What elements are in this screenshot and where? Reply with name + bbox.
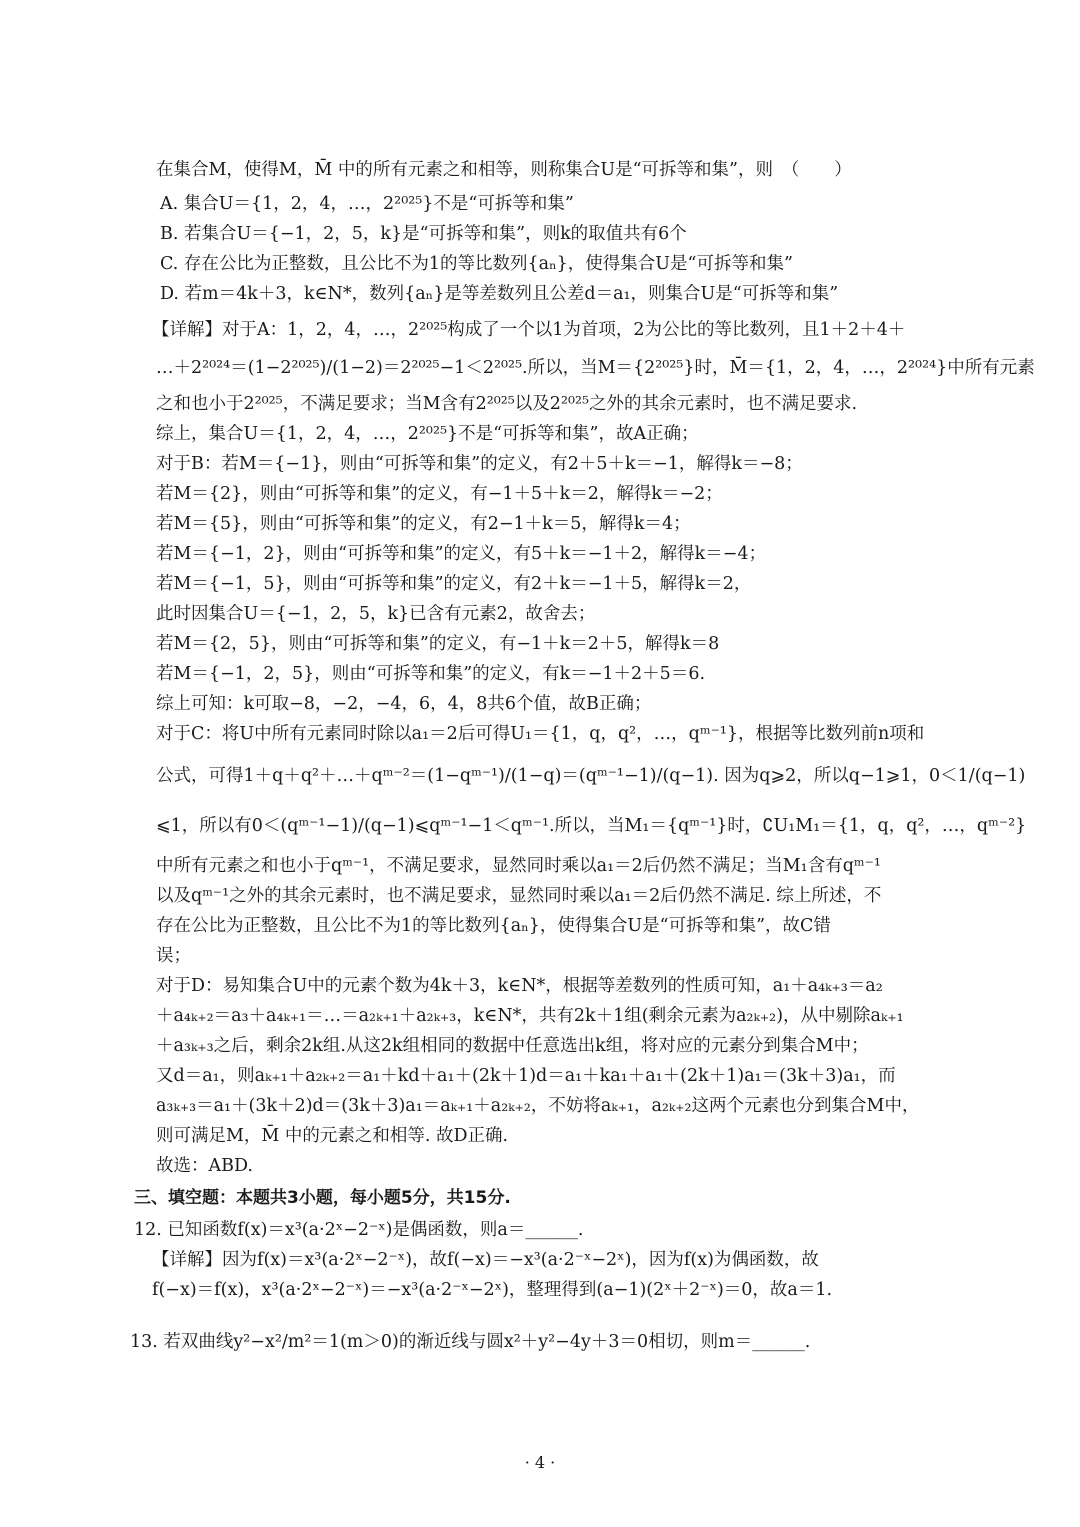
option-c: C. 存在公比为正整数，且公比不为1的等比数列{aₙ}，使得集合U是“可拆等和集” bbox=[160, 254, 793, 274]
option-d: D. 若m＝4k＋3，k∈N*，数列{aₙ}是等差数列且公差d＝a₁，则集合U是“可拆等和集” bbox=[160, 284, 839, 304]
solution-line: 对于B：若M＝{−1}，则由“可拆等和集”的定义，有2＋5＋k＝−1，解得k＝−8； bbox=[156, 454, 803, 474]
solution-line: 【详解】对于A：1，2，4，…，2²⁰²⁵构成了一个以1为首项，2为公比的等比数列，且1＋2＋4＋ bbox=[152, 320, 906, 340]
solution-line: 对于D：易知集合U中的元素个数为4k＋3，k∈N*，根据等差数列的性质可知，a₁＋a₄ₖ₊₃＝a₂ bbox=[156, 976, 883, 996]
solution-line: …＋2²⁰²⁴＝(1−2²⁰²⁵)/(1−2)＝2²⁰²⁵−1＜2²⁰²⁵.所以，当M＝{2²⁰²⁵}时，M̄＝{1，2，4，…，2²⁰²⁴}中所有元素 bbox=[156, 358, 1035, 378]
question-12-solution: 【详解】因为f(x)＝x³(a·2ˣ−2⁻ˣ)，故f(−x)＝−x³(a·2⁻ˣ−2ˣ)，因为f(x)为偶函数，故 bbox=[152, 1250, 819, 1270]
solution-line: 之和也小于2²⁰²⁵，不满足要求；当M含有2²⁰²⁵以及2²⁰²⁵之外的其余元素时，也不满足要求. bbox=[156, 394, 858, 414]
solution-line: 综上可知：k可取−8，−2，−4，6，4，8共6个值，故B正确； bbox=[156, 694, 652, 714]
option-b: B. 若集合U＝{−1，2，5，k}是“可拆等和集”，则k的取值共有6个 bbox=[160, 224, 687, 244]
solution-line: 若M＝{−1，2}，则由“可拆等和集”的定义，有5＋k＝−1＋2，解得k＝−4； bbox=[156, 544, 767, 564]
solution-line: ⩽1，所以有0＜(qᵐ⁻¹−1)/(q−1)⩽qᵐ⁻¹−1＜qᵐ⁻¹.所以，当M₁＝{qᵐ⁻¹}时，∁U₁M₁＝{1，q，q²，…，qᵐ⁻²} bbox=[156, 816, 1027, 836]
solution-line: 误； bbox=[156, 946, 191, 966]
solution-line: 对于C：将U中所有元素同时除以a₁＝2后可得U₁＝{1，q，q²，…，qᵐ⁻¹}，根据等比数列前n项和 bbox=[156, 724, 925, 744]
solution-line: 中所有元素之和也小于qᵐ⁻¹，不满足要求，显然同时乘以a₁＝2后仍然不满足；当M₁含有qᵐ⁻¹ bbox=[156, 856, 881, 876]
solution-line: 若M＝{−1，2，5}，则由“可拆等和集”的定义，有k＝−1＋2＋5＝6. bbox=[156, 664, 706, 684]
option-a: A. 集合U＝{1，2，4，…，2²⁰²⁵}不是“可拆等和集” bbox=[160, 194, 574, 214]
solution-line: 则可满足M，M̄ 中的元素之和相等. 故D正确. bbox=[156, 1126, 509, 1146]
solution-line: 若M＝{−1，5}，则由“可拆等和集”的定义，有2＋k＝−1＋5，解得k＝2， bbox=[156, 574, 752, 594]
solution-line: 若M＝{2}，则由“可拆等和集”的定义，有−1＋5＋k＝2，解得k＝−2； bbox=[156, 484, 723, 504]
solution-line: 若M＝{2，5}，则由“可拆等和集”的定义，有−1＋k＝2＋5，解得k＝8 bbox=[156, 634, 720, 654]
solution-line: 若M＝{5}，则由“可拆等和集”的定义，有2−1＋k＝5，解得k＝4； bbox=[156, 514, 691, 534]
solution-line: ＋a₄ₖ₊₂＝a₃＋a₄ₖ₊₁＝…＝a₂ₖ₊₁＋a₂ₖ₊₃，k∈N*，共有2k＋1组(剩余元素为a₂ₖ₊₂)，从中剔除aₖ₊₁ bbox=[156, 1006, 904, 1026]
section-heading-fill-in: 三、填空题：本题共3小题，每小题5分，共15分. bbox=[134, 1188, 511, 1208]
solution-line: ＋a₃ₖ₊₃之后，剩余2k组.从这2k组相同的数据中任意选出k组，将对应的元素分到集合M中； bbox=[156, 1036, 869, 1056]
solution-line: 此时因集合U＝{−1，2，5，k}已含有元素2，故舍去； bbox=[156, 604, 596, 624]
page-number: · 4 · bbox=[524, 1453, 556, 1472]
solution-line: 公式，可得1＋q＋q²＋…＋qᵐ⁻²＝(1−qᵐ⁻¹)/(1−q)＝(qᵐ⁻¹−1)/(q−1). 因为q⩾2，所以q−1⩾1，0＜1/(q−1) bbox=[156, 766, 1026, 786]
solution-line: 又d＝a₁，则aₖ₊₁＋a₂ₖ₊₂＝a₁＋kd＋a₁＋(2k＋1)d＝a₁＋ka₁＋a₁＋(2k＋1)a₁＝(3k＋3)a₁，而 bbox=[156, 1066, 896, 1086]
solution-answer: 故选：ABD. bbox=[156, 1156, 253, 1176]
question-13: 13. 若双曲线y²−x²/m²＝1(m＞0)的渐近线与圆x²＋y²−4y＋3＝0相切，则m＝______. bbox=[130, 1332, 811, 1352]
solution-line: 综上，集合U＝{1，2，4，…，2²⁰²⁵}不是“可拆等和集”，故A正确； bbox=[156, 424, 699, 444]
solution-line: 存在公比为正整数，且公比不为1的等比数列{aₙ}，使得集合U是“可拆等和集”，故C错 bbox=[156, 916, 831, 936]
question-11-stem-continued: 在集合M，使得M，M̄ 中的所有元素之和相等，则称集合U是“可拆等和集”，则 （ ） bbox=[156, 160, 852, 180]
solution-line: 以及qᵐ⁻¹之外的其余元素时，也不满足要求，显然同时乘以a₁＝2后仍然不满足. 综上所述，不 bbox=[156, 886, 882, 906]
question-12-solution: f(−x)＝f(x)，x³(a·2ˣ−2⁻ˣ)＝−x³(a·2⁻ˣ−2ˣ)，整理得到(a−1)(2ˣ＋2⁻ˣ)＝0，故a＝1. bbox=[152, 1280, 833, 1300]
solution-line: a₃ₖ₊₃＝a₁＋(3k＋2)d＝(3k＋3)a₁＝aₖ₊₁＋a₂ₖ₊₂，不妨将aₖ₊₁，a₂ₖ₊₂这两个元素也分到集合M中， bbox=[156, 1096, 920, 1116]
question-12: 12. 已知函数f(x)＝x³(a·2ˣ−2⁻ˣ)是偶函数，则a＝______. bbox=[134, 1220, 584, 1240]
